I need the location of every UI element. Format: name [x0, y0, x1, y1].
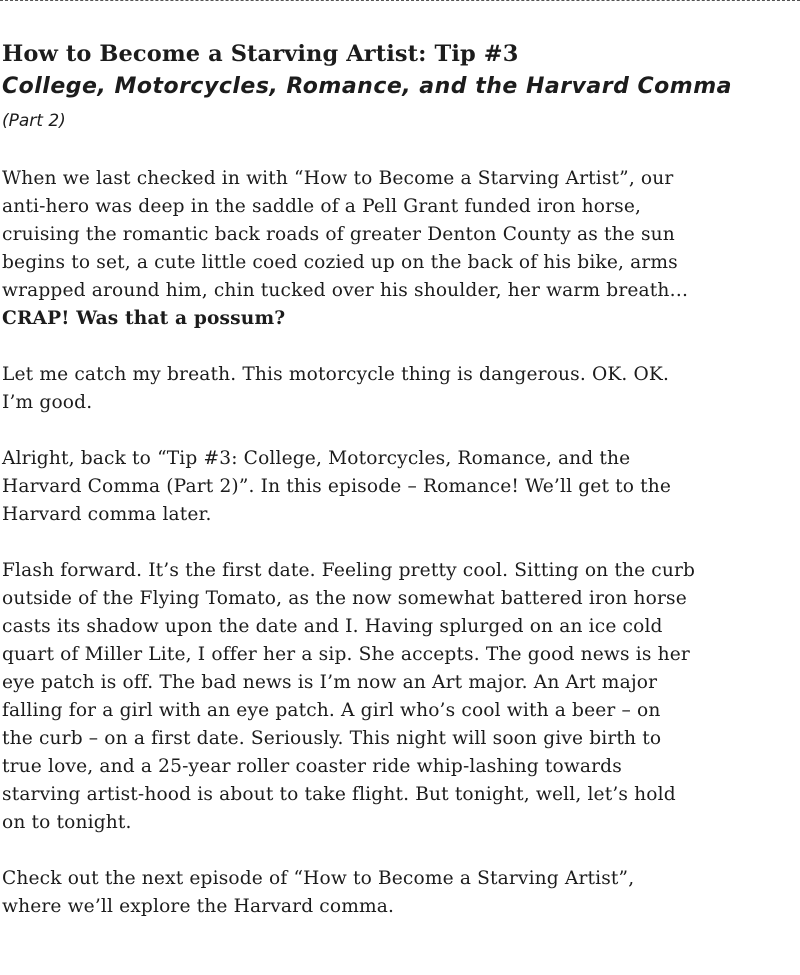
text-line: Check out the next episode of “How to Become a Starving Artist”, — [2, 868, 635, 889]
text-line: true love, and a 25-year roller coaster ride whip-lashing towards — [2, 756, 622, 777]
text-line: on to tonight. — [2, 812, 132, 833]
article-body — [2, 165, 800, 921]
text-line: anti-hero was deep in the saddle of a Pell Grant funded iron horse, — [2, 196, 642, 217]
text-line: falling for a girl with an eye patch. A girl who’s cool with a beer – on — [2, 700, 661, 721]
paragraph-first-date — [2, 557, 800, 837]
text-line: Alright, back to “Tip #3: College, Motorcycles, Romance, and the — [2, 448, 631, 469]
article-part-label: (Part 2) — [2, 111, 66, 131]
text-line: When we last checked in with “How to Become a Starving Artist”, our — [2, 168, 674, 189]
text-line: outside of the Flying Tomato, as the now somewhat battered iron horse — [2, 588, 687, 609]
text-line: I’m good. — [2, 392, 93, 413]
text-line: Harvard comma later. — [2, 504, 212, 525]
paragraph-back-to-tip — [2, 445, 800, 529]
text-line: Harvard Comma (Part 2)”. In this episode – Romance! We’ll get to the — [2, 476, 672, 497]
text-line: Flash forward. It’s the first date. Feeling pretty cool. Sitting on the curb — [2, 560, 696, 581]
bold-exclamation: CRAP! Was that a possum? — [2, 308, 286, 329]
text-line: quart of Miller Lite, I offer her a sip. She accepts. The good news is her — [2, 644, 690, 665]
paragraph-catch-breath — [2, 361, 800, 417]
text-line: starving artist-hood is about to take flight. But tonight, well, let’s hold — [2, 784, 676, 805]
dashed-divider — [0, 0, 800, 1]
article-title: How to Become a Starving Artist: Tip #3 — [2, 41, 519, 67]
paragraph-next-episode — [2, 865, 800, 921]
text-line: Let me catch my breath. This motorcycle thing is dangerous. OK. OK. — [2, 364, 670, 385]
blog-article — [2, 38, 800, 949]
text-line: cruising the romantic back roads of greater Denton County as the sun — [2, 224, 675, 245]
text-line: casts its shadow upon the date and I. Having splurged on an ice cold — [2, 616, 663, 637]
text-line: where we’ll explore the Harvard comma. — [2, 896, 395, 917]
text-line: begins to set, a cute little coed cozied up on the back of his bike, arms — [2, 252, 678, 273]
paragraph-intro — [2, 165, 800, 333]
text-line: eye patch is off. The bad news is I’m now an Art major. An Art major — [2, 672, 658, 693]
article-subtitle: College, Motorcycles, Romance, and the Harvard Comma — [2, 74, 732, 99]
text-line: the curb – on a first date. Seriously. This night will soon give birth to — [2, 728, 662, 749]
text-line: wrapped around him, chin tucked over his shoulder, her warm breath… — [2, 280, 689, 301]
